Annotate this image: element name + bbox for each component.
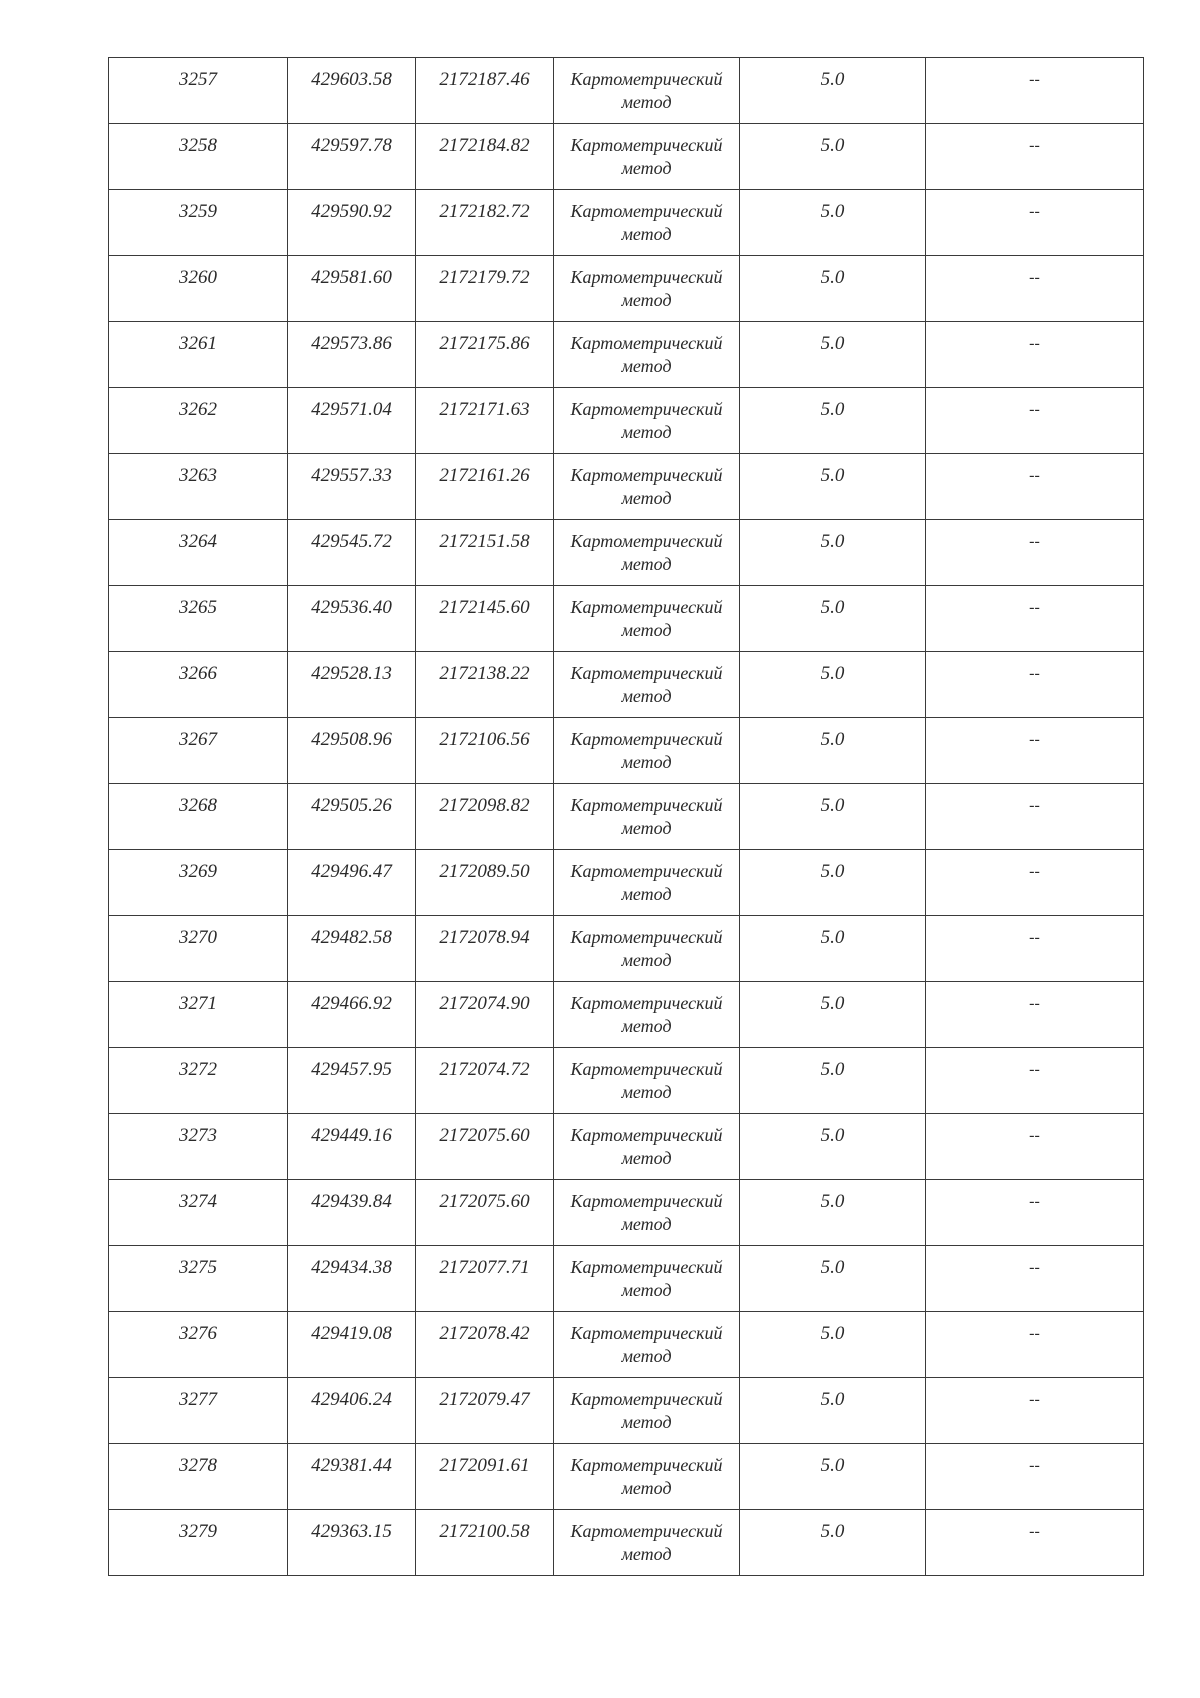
y-coordinate-cell: 2172098.82 [416, 784, 554, 850]
table-row [109, 982, 1144, 1048]
accuracy-cell: 5.0 [740, 454, 926, 520]
table-row [109, 1114, 1144, 1180]
accuracy-cell: 5.0 [740, 124, 926, 190]
point-number-cell: 3268 [109, 784, 288, 850]
x-coordinate-cell: 429557.33 [288, 454, 416, 520]
y-coordinate-cell: 2172151.58 [416, 520, 554, 586]
note-cell: -- [926, 652, 1144, 718]
point-number-cell: 3277 [109, 1378, 288, 1444]
table-row [109, 586, 1144, 652]
x-coordinate-cell: 429573.86 [288, 322, 416, 388]
table-row [109, 652, 1144, 718]
point-number-cell: 3273 [109, 1114, 288, 1180]
point-number-cell: 3276 [109, 1312, 288, 1378]
accuracy-cell: 5.0 [740, 1312, 926, 1378]
point-number-cell: 3269 [109, 850, 288, 916]
note-cell: -- [926, 58, 1144, 124]
accuracy-cell: 5.0 [740, 1246, 926, 1312]
accuracy-cell: 5.0 [740, 1510, 926, 1576]
y-coordinate-cell: 2172074.72 [416, 1048, 554, 1114]
table-row [109, 256, 1144, 322]
table-row [109, 58, 1144, 124]
note-cell: -- [926, 454, 1144, 520]
accuracy-cell: 5.0 [740, 718, 926, 784]
x-coordinate-cell: 429496.47 [288, 850, 416, 916]
method-cell: Картометрический метод [554, 124, 740, 190]
table-row [109, 190, 1144, 256]
method-cell: Картометрический метод [554, 916, 740, 982]
point-number-cell: 3267 [109, 718, 288, 784]
point-number-cell: 3259 [109, 190, 288, 256]
accuracy-cell: 5.0 [740, 190, 926, 256]
y-coordinate-cell: 2172179.72 [416, 256, 554, 322]
accuracy-cell: 5.0 [740, 1048, 926, 1114]
method-cell: Картометрический метод [554, 982, 740, 1048]
table-row [109, 1510, 1144, 1576]
y-coordinate-cell: 2172187.46 [416, 58, 554, 124]
accuracy-cell: 5.0 [740, 256, 926, 322]
x-coordinate-cell: 429381.44 [288, 1444, 416, 1510]
method-cell: Картометрический метод [554, 652, 740, 718]
note-cell: -- [926, 388, 1144, 454]
accuracy-cell: 5.0 [740, 784, 926, 850]
point-number-cell: 3272 [109, 1048, 288, 1114]
note-cell: -- [926, 850, 1144, 916]
table-row [109, 520, 1144, 586]
method-cell: Картометрический метод [554, 850, 740, 916]
point-number-cell: 3275 [109, 1246, 288, 1312]
method-cell: Картометрический метод [554, 586, 740, 652]
table-row [109, 916, 1144, 982]
point-number-cell: 3265 [109, 586, 288, 652]
table-row [109, 784, 1144, 850]
table-row [109, 1180, 1144, 1246]
y-coordinate-cell: 2172077.71 [416, 1246, 554, 1312]
method-cell: Картометрический метод [554, 190, 740, 256]
table-row [109, 1312, 1144, 1378]
y-coordinate-cell: 2172079.47 [416, 1378, 554, 1444]
note-cell: -- [926, 322, 1144, 388]
point-number-cell: 3262 [109, 388, 288, 454]
note-cell: -- [926, 1114, 1144, 1180]
note-cell: -- [926, 256, 1144, 322]
point-number-cell: 3266 [109, 652, 288, 718]
point-number-cell: 3271 [109, 982, 288, 1048]
y-coordinate-cell: 2172161.26 [416, 454, 554, 520]
y-coordinate-cell: 2172078.42 [416, 1312, 554, 1378]
x-coordinate-cell: 429545.72 [288, 520, 416, 586]
note-cell: -- [926, 784, 1144, 850]
point-number-cell: 3257 [109, 58, 288, 124]
note-cell: -- [926, 718, 1144, 784]
point-number-cell: 3258 [109, 124, 288, 190]
x-coordinate-cell: 429603.58 [288, 58, 416, 124]
x-coordinate-cell: 429536.40 [288, 586, 416, 652]
note-cell: -- [926, 1048, 1144, 1114]
x-coordinate-cell: 429457.95 [288, 1048, 416, 1114]
method-cell: Картометрический метод [554, 1048, 740, 1114]
accuracy-cell: 5.0 [740, 850, 926, 916]
coordinates-table [108, 57, 1144, 1576]
accuracy-cell: 5.0 [740, 58, 926, 124]
y-coordinate-cell: 2172182.72 [416, 190, 554, 256]
note-cell: -- [926, 1510, 1144, 1576]
note-cell: -- [926, 916, 1144, 982]
accuracy-cell: 5.0 [740, 1444, 926, 1510]
method-cell: Картометрический метод [554, 1378, 740, 1444]
note-cell: -- [926, 586, 1144, 652]
point-number-cell: 3261 [109, 322, 288, 388]
x-coordinate-cell: 429505.26 [288, 784, 416, 850]
note-cell: -- [926, 520, 1144, 586]
point-number-cell: 3279 [109, 1510, 288, 1576]
method-cell: Картометрический метод [554, 388, 740, 454]
x-coordinate-cell: 429508.96 [288, 718, 416, 784]
method-cell: Картометрический метод [554, 520, 740, 586]
x-coordinate-cell: 429590.92 [288, 190, 416, 256]
method-cell: Картометрический метод [554, 1510, 740, 1576]
y-coordinate-cell: 2172106.56 [416, 718, 554, 784]
method-cell: Картометрический метод [554, 1246, 740, 1312]
table-row [109, 1048, 1144, 1114]
note-cell: -- [926, 1246, 1144, 1312]
y-coordinate-cell: 2172075.60 [416, 1114, 554, 1180]
accuracy-cell: 5.0 [740, 916, 926, 982]
y-coordinate-cell: 2172075.60 [416, 1180, 554, 1246]
method-cell: Картометрический метод [554, 58, 740, 124]
method-cell: Картометрический метод [554, 1444, 740, 1510]
x-coordinate-cell: 429597.78 [288, 124, 416, 190]
point-number-cell: 3274 [109, 1180, 288, 1246]
accuracy-cell: 5.0 [740, 1378, 926, 1444]
note-cell: -- [926, 190, 1144, 256]
method-cell: Картометрический метод [554, 718, 740, 784]
y-coordinate-cell: 2172175.86 [416, 322, 554, 388]
y-coordinate-cell: 2172100.58 [416, 1510, 554, 1576]
x-coordinate-cell: 429528.13 [288, 652, 416, 718]
x-coordinate-cell: 429466.92 [288, 982, 416, 1048]
x-coordinate-cell: 429581.60 [288, 256, 416, 322]
table-row [109, 454, 1144, 520]
method-cell: Картометрический метод [554, 1114, 740, 1180]
x-coordinate-cell: 429439.84 [288, 1180, 416, 1246]
note-cell: -- [926, 1378, 1144, 1444]
method-cell: Картометрический метод [554, 322, 740, 388]
y-coordinate-cell: 2172089.50 [416, 850, 554, 916]
point-number-cell: 3260 [109, 256, 288, 322]
table-row [109, 1444, 1144, 1510]
method-cell: Картометрический метод [554, 1312, 740, 1378]
method-cell: Картометрический метод [554, 256, 740, 322]
method-cell: Картометрический метод [554, 1180, 740, 1246]
y-coordinate-cell: 2172138.22 [416, 652, 554, 718]
y-coordinate-cell: 2172171.63 [416, 388, 554, 454]
point-number-cell: 3278 [109, 1444, 288, 1510]
note-cell: -- [926, 982, 1144, 1048]
accuracy-cell: 5.0 [740, 1180, 926, 1246]
point-number-cell: 3270 [109, 916, 288, 982]
y-coordinate-cell: 2172145.60 [416, 586, 554, 652]
note-cell: -- [926, 1312, 1144, 1378]
y-coordinate-cell: 2172091.61 [416, 1444, 554, 1510]
x-coordinate-cell: 429434.38 [288, 1246, 416, 1312]
accuracy-cell: 5.0 [740, 586, 926, 652]
accuracy-cell: 5.0 [740, 322, 926, 388]
accuracy-cell: 5.0 [740, 388, 926, 454]
x-coordinate-cell: 429449.16 [288, 1114, 416, 1180]
table-row [109, 322, 1144, 388]
point-number-cell: 3264 [109, 520, 288, 586]
table-row [109, 718, 1144, 784]
accuracy-cell: 5.0 [740, 1114, 926, 1180]
x-coordinate-cell: 429482.58 [288, 916, 416, 982]
x-coordinate-cell: 429363.15 [288, 1510, 416, 1576]
table-row [109, 124, 1144, 190]
table-row [109, 388, 1144, 454]
method-cell: Картометрический метод [554, 454, 740, 520]
table-row [109, 1246, 1144, 1312]
y-coordinate-cell: 2172184.82 [416, 124, 554, 190]
x-coordinate-cell: 429571.04 [288, 388, 416, 454]
note-cell: -- [926, 124, 1144, 190]
note-cell: -- [926, 1444, 1144, 1510]
x-coordinate-cell: 429406.24 [288, 1378, 416, 1444]
y-coordinate-cell: 2172074.90 [416, 982, 554, 1048]
table-row [109, 850, 1144, 916]
accuracy-cell: 5.0 [740, 652, 926, 718]
accuracy-cell: 5.0 [740, 520, 926, 586]
x-coordinate-cell: 429419.08 [288, 1312, 416, 1378]
table-row [109, 1378, 1144, 1444]
coordinates-table-body [109, 58, 1144, 1576]
accuracy-cell: 5.0 [740, 982, 926, 1048]
note-cell: -- [926, 1180, 1144, 1246]
method-cell: Картометрический метод [554, 784, 740, 850]
y-coordinate-cell: 2172078.94 [416, 916, 554, 982]
point-number-cell: 3263 [109, 454, 288, 520]
